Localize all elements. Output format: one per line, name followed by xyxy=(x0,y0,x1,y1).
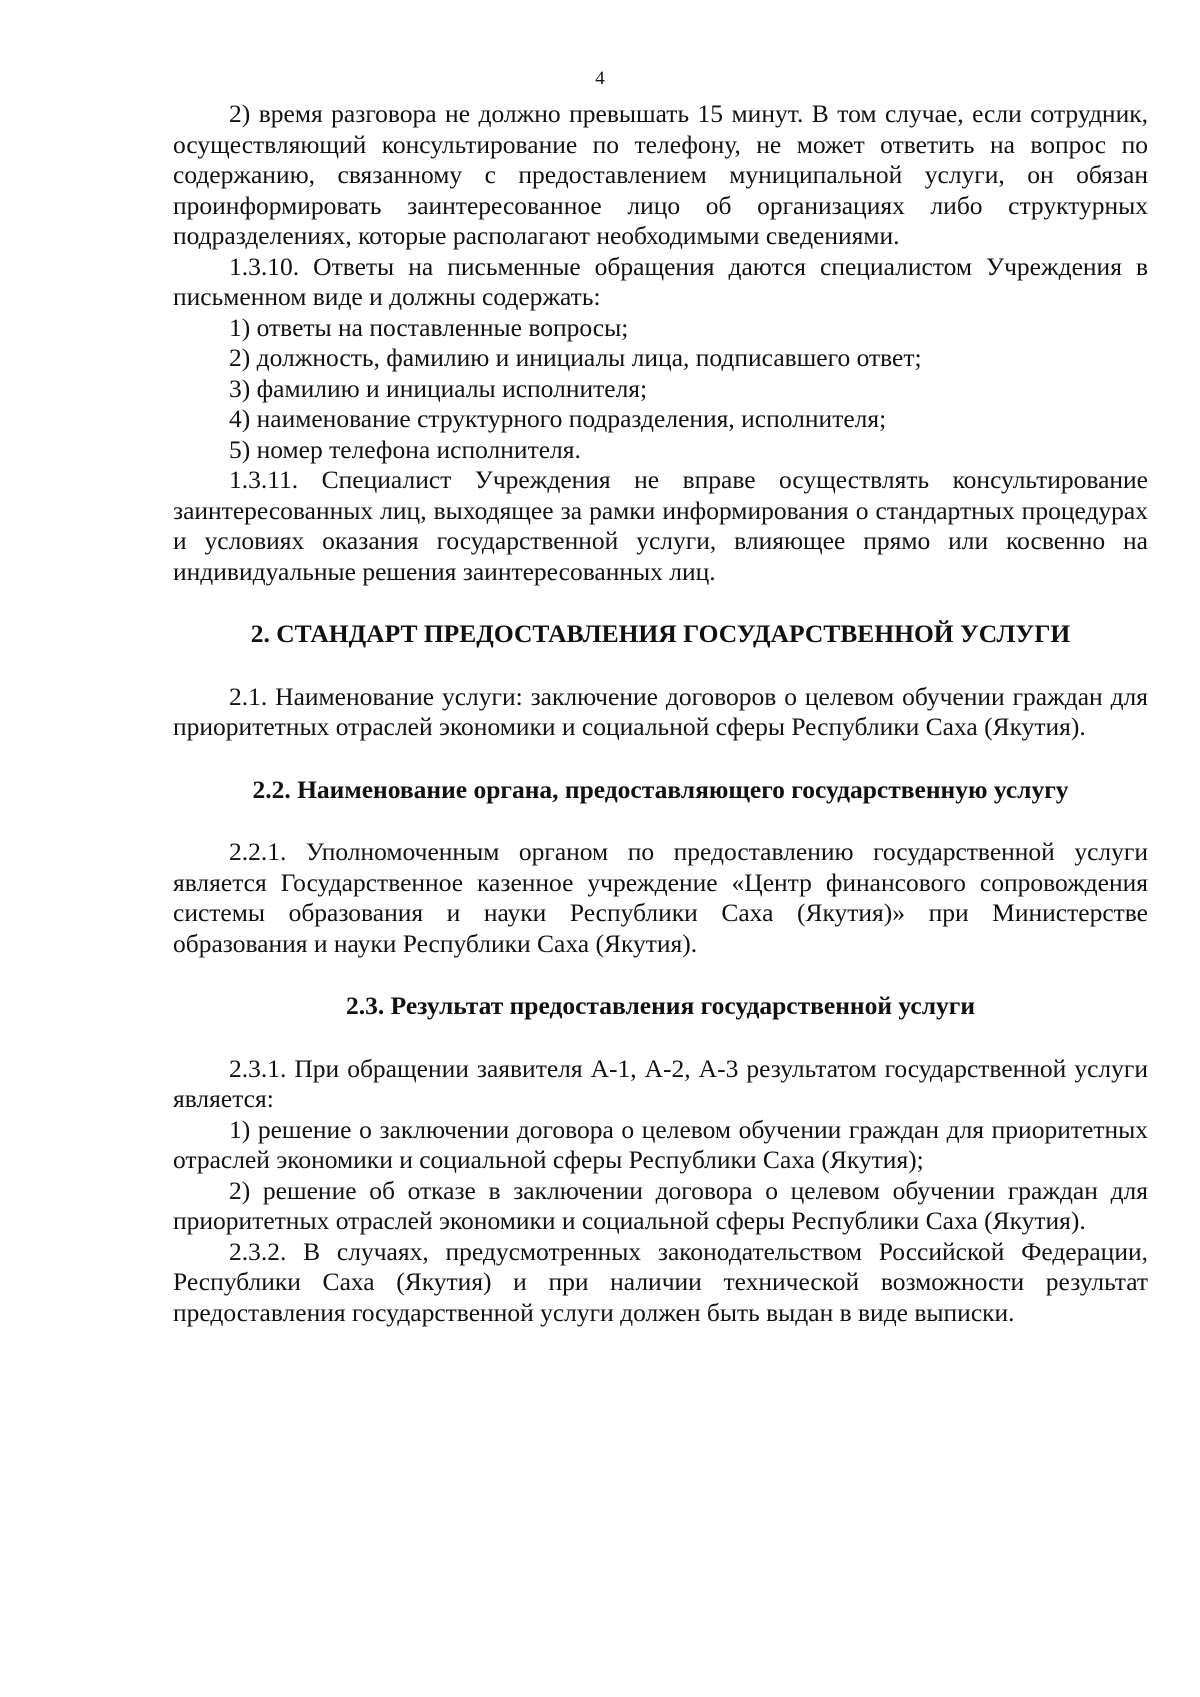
paragraph-1-3-10: 1.3.10. Ответы на письменные обращения даются специалистом Учреждения в письменном виде и должны содержать: xyxy=(173,251,1148,311)
list-item: 1) ответы на поставленные вопросы; xyxy=(229,312,629,342)
subsection-heading-2-2: 2.2. Наименование органа, предоставляющего государственную услугу xyxy=(252,774,1069,804)
list-item: 4) наименование структурного подразделения, исполнителя; xyxy=(229,404,887,433)
page-number: 4 xyxy=(595,68,605,89)
list-item: 1) решение о заключении договора о целевом обучении граждан для приоритетных отраслей экономики и социальной сферы Республики Саха (Якутия); xyxy=(173,1114,1148,1174)
paragraph-1-3-11: 1.3.11. Специалист Учреждения не вправе осуществлять консультирование заинтересованных лиц, выходящее за рамки информирования о стандартных процедурах и условиях оказания государственной услуги, влияющее прямо или косвенно на индивидуальные решения заинтересованных лиц. xyxy=(173,465,1148,586)
paragraph-2-1: 2.1. Наименование услуги: заключение договоров о целевом обучении граждан для приоритетных отраслей экономики и социальной сферы Республики Саха (Якутия). xyxy=(173,681,1148,741)
paragraph-2-2-1: 2.2.1. Уполномоченным органом по предоставлению государственной услуги является Государственное казенное учреждение «Центр финансового сопровождения системы образования и науки Республики Саха (Якутия)» при Министерстве образования и науки Республики Саха (Якутия). xyxy=(173,837,1148,958)
list-item: 3) фамилию и инициалы исполнителя; xyxy=(229,373,648,403)
paragraph-2-3-2: 2.3.2. В случаях, предусмотренных законодательством Российской Федерации, Республики Саха (Якутия) и при наличии технической возможности результат предоставления государственной услуги должен быть выдан в виде выписки. xyxy=(173,1236,1148,1327)
list-item: 2) должность, фамилию и инициалы лица, подписавшего ответ; xyxy=(229,343,922,372)
paragraph-2-3-1: 2.3.1. При обращении заявителя А-1, А-2, А-3 результатом государственной услуги является: xyxy=(173,1053,1148,1113)
subsection-heading-2-3: 2.3. Результат предоставления государственной услуги xyxy=(345,991,976,1020)
section-heading-2: 2. СТАНДАРТ ПРЕДОСТАВЛЕНИЯ ГОСУДАРСТВЕННОЙ УСЛУГИ xyxy=(250,619,1071,648)
list-item: 5) номер телефона исполнителя. xyxy=(229,434,581,464)
document-body xyxy=(173,99,1148,1328)
paragraph-call-duration: 2) время разговора не должно превышать 15 минут. В том случае, если сотрудник, осуществляющий консультирование по телефону, не может ответить на вопрос по содержанию, связанному с предоставлением муниципальной услуги, он обязан проинформировать заинтересованное лицо об организациях либо структурных подразделениях, которые располагают необходимыми сведениями. xyxy=(173,99,1148,250)
list-item: 2) решение об отказе в заключении договора о целевом обучении граждан для приоритетных отраслей экономики и социальной сферы Республики Саха (Якутия). xyxy=(173,1175,1148,1235)
